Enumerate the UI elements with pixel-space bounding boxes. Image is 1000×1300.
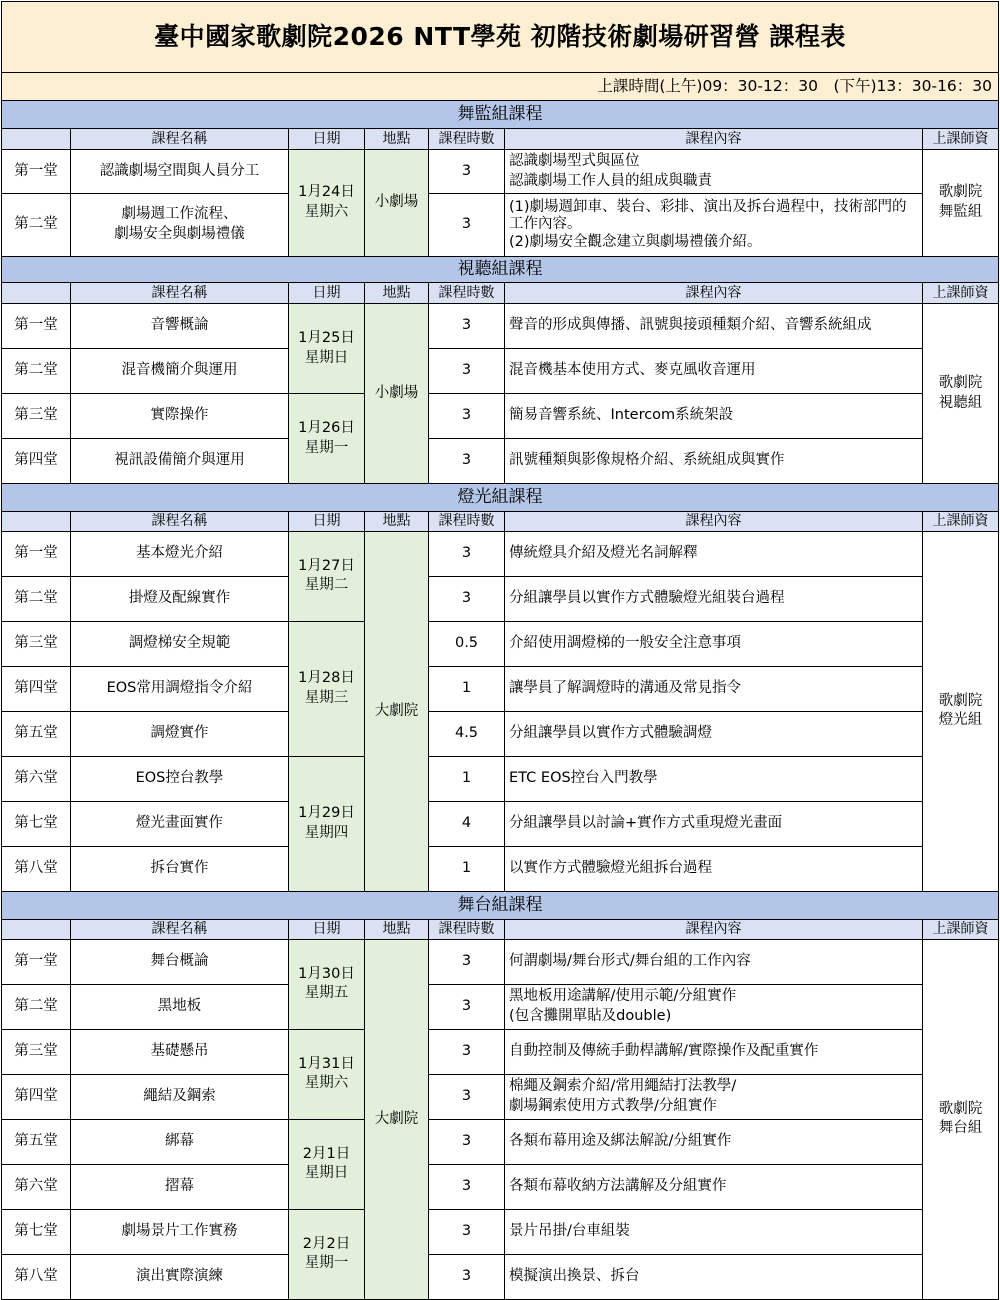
- lesson-content: [505, 939, 923, 984]
- text-line: 分組讓學員以實作方式體驗調燈: [509, 725, 712, 742]
- text-line: 認識劇場空間與人員分工: [99, 162, 260, 179]
- lesson-hours: 3: [429, 576, 505, 621]
- lesson-location: 小劇場: [365, 304, 429, 484]
- lesson-row: [2, 666, 999, 711]
- header-content: 課程內容: [505, 283, 923, 304]
- header-date: 日期: [289, 512, 365, 532]
- lesson-name: [71, 801, 289, 846]
- lesson-number: 第五堂: [2, 1119, 71, 1164]
- lesson-name: [71, 939, 289, 984]
- text-line: EOS控台教學: [135, 770, 224, 787]
- lesson-hours: 3: [429, 984, 505, 1029]
- lesson-content: [505, 576, 923, 621]
- lesson-row: [2, 1209, 999, 1254]
- weekday-text: 星期二: [304, 577, 349, 594]
- lesson-name: [71, 1029, 289, 1074]
- lesson-hours: 3: [429, 1074, 505, 1119]
- header-location: 地點: [365, 919, 429, 939]
- date-text: 1月31日: [298, 1055, 355, 1072]
- lesson-content: [505, 1209, 923, 1254]
- lesson-hours: 1: [429, 846, 505, 891]
- lesson-instructor: [923, 939, 999, 1299]
- lesson-hours: 3: [429, 349, 505, 394]
- text-line: 綁幕: [165, 1133, 194, 1150]
- lesson-hours: 3: [429, 531, 505, 576]
- lesson-row: [2, 711, 999, 756]
- lesson-date: [289, 304, 365, 394]
- lesson-row: [2, 939, 999, 984]
- header-blank: [2, 512, 71, 532]
- text-line: 景片吊掛/台車組裝: [509, 1223, 630, 1240]
- lesson-row: [2, 1254, 999, 1299]
- header-hours: 課程時數: [429, 919, 505, 939]
- text-line: 燈光組: [938, 712, 983, 729]
- lesson-row: [2, 621, 999, 666]
- header-instructor: 上課師資: [923, 919, 999, 939]
- section-title: 舞台組課程: [2, 891, 999, 919]
- header-content: 課程內容: [505, 919, 923, 939]
- lesson-name: [71, 984, 289, 1029]
- date-text: 1月27日: [298, 557, 355, 574]
- text-line: (1)劇場週卸車、裝台、彩排、演出及拆台過程中，技術部門的: [509, 198, 907, 215]
- header-location: 地點: [365, 283, 429, 304]
- weekday-text: 星期六: [304, 1075, 349, 1092]
- lesson-content: [505, 1029, 923, 1074]
- lesson-date: [289, 394, 365, 484]
- lesson-date: [289, 531, 365, 621]
- text-line: 認識劇場工作人員的組成與職責: [509, 172, 712, 189]
- header-hours: 課程時數: [429, 283, 505, 304]
- lesson-name: [71, 150, 289, 194]
- lesson-name: [71, 666, 289, 711]
- lesson-hours: 3: [429, 1164, 505, 1209]
- lesson-date: [289, 1209, 365, 1299]
- date-text: 1月30日: [298, 965, 355, 982]
- text-line: ETC EOS控台入門教學: [509, 770, 658, 787]
- lesson-row: [2, 194, 999, 257]
- lesson-number: 第二堂: [2, 349, 71, 394]
- text-line: 讓學員了解調燈時的溝通及常見指令: [509, 680, 741, 697]
- lesson-hours: 1: [429, 756, 505, 801]
- lesson-name: [71, 439, 289, 484]
- header-date: 日期: [289, 919, 365, 939]
- lesson-number: 第八堂: [2, 846, 71, 891]
- lesson-row: [2, 150, 999, 194]
- text-line: 傳統燈具介紹及燈光名詞解釋: [509, 545, 698, 562]
- date-text: 2月2日: [302, 1235, 351, 1252]
- lesson-name: [71, 194, 289, 257]
- lesson-date: [289, 939, 365, 1029]
- lesson-location: 大劇院: [365, 531, 429, 891]
- lesson-number: 第七堂: [2, 801, 71, 846]
- lesson-date: [289, 756, 365, 891]
- text-line: 調燈實作: [150, 725, 209, 742]
- lesson-hours: 0.5: [429, 621, 505, 666]
- text-line: 聲音的形成與傳播、訊號與接頭種類介紹、音響系統組成: [509, 317, 872, 334]
- lesson-name: [71, 349, 289, 394]
- lesson-name: [71, 576, 289, 621]
- lesson-hours: 3: [429, 439, 505, 484]
- text-line: 棉繩及鋼索介紹/常用繩結打法教學/: [509, 1078, 737, 1095]
- header-hours: 課程時數: [429, 129, 505, 150]
- text-line: 視訊設備簡介與運用: [114, 452, 245, 469]
- lesson-row: [2, 1029, 999, 1074]
- section-row: [2, 891, 999, 919]
- section-title: 舞監組課程: [2, 101, 999, 129]
- text-line: 劇場景片工作實務: [121, 1223, 238, 1240]
- lesson-location: 小劇場: [365, 150, 429, 257]
- lesson-number: 第一堂: [2, 150, 71, 194]
- text-line: 混音機基本使用方式、麥克風收音運用: [509, 362, 756, 379]
- lesson-row: [2, 349, 999, 394]
- lesson-content: [505, 394, 923, 439]
- section-row: [2, 257, 999, 283]
- date-text: 1月28日: [298, 670, 355, 687]
- lesson-number: 第四堂: [2, 1074, 71, 1119]
- lesson-name: [71, 846, 289, 891]
- text-line: 劇場鋼索使用方式教學/分組實作: [509, 1097, 717, 1114]
- text-line: 模擬演出換景、拆台: [509, 1268, 640, 1285]
- section-title: 燈光組課程: [2, 484, 999, 512]
- text-line: 掛燈及配線實作: [128, 590, 231, 607]
- text-line: 歌劇院: [938, 692, 983, 709]
- schedule-table: [1, 1, 999, 1300]
- lesson-row: [2, 801, 999, 846]
- lesson-number: 第三堂: [2, 394, 71, 439]
- text-line: 何謂劇場/舞台形式/舞台組的工作內容: [509, 953, 751, 970]
- section-row: [2, 101, 999, 129]
- date-text: 1月24日: [298, 184, 355, 201]
- header-content: 課程內容: [505, 512, 923, 532]
- header-row: [2, 283, 999, 304]
- lesson-name: [71, 1119, 289, 1164]
- lesson-number: 第二堂: [2, 576, 71, 621]
- lesson-name: [71, 1254, 289, 1299]
- lesson-content: [505, 621, 923, 666]
- lesson-hours: 3: [429, 150, 505, 194]
- lesson-content: [505, 439, 923, 484]
- weekday-text: 星期五: [304, 985, 349, 1002]
- lesson-content: [505, 150, 923, 194]
- lesson-instructor: [923, 304, 999, 484]
- text-line: 基本燈光介紹: [136, 545, 223, 562]
- header-blank: [2, 283, 71, 304]
- text-line: 黑地板: [157, 998, 202, 1015]
- lesson-name: [71, 621, 289, 666]
- header-content: 課程內容: [505, 129, 923, 150]
- lesson-hours: 3: [429, 304, 505, 349]
- lesson-number: 第六堂: [2, 1164, 71, 1209]
- text-line: 劇場安全與劇場禮儀: [114, 226, 245, 242]
- lesson-content: [505, 1119, 923, 1164]
- section-title: 視聽組課程: [2, 257, 999, 283]
- lesson-instructor: [923, 531, 999, 891]
- text-line: 拆台實作: [150, 860, 209, 877]
- lesson-date: [289, 621, 365, 756]
- lesson-row: [2, 1119, 999, 1164]
- weekday-text: 星期一: [304, 1255, 349, 1272]
- header-course-name: 課程名稱: [71, 129, 289, 150]
- lesson-row: [2, 304, 999, 349]
- text-line: EOS常用調燈指令介紹: [106, 680, 253, 697]
- lesson-row: [2, 576, 999, 621]
- lesson-content: [505, 1254, 923, 1299]
- lesson-date: [289, 1029, 365, 1119]
- lesson-hours: 3: [429, 394, 505, 439]
- lesson-number: 第一堂: [2, 939, 71, 984]
- title-row: [2, 2, 999, 73]
- weekday-text: 星期一: [304, 439, 349, 456]
- text-line: 各類布幕收納方法講解及分組實作: [509, 1178, 727, 1195]
- lesson-hours: 4.5: [429, 711, 505, 756]
- lesson-name: [71, 531, 289, 576]
- lesson-number: 第五堂: [2, 711, 71, 756]
- text-line: 歌劇院: [938, 184, 983, 201]
- text-line: 舞台概論: [150, 953, 209, 970]
- page-title: 臺中國家歌劇院2026 NTT學苑 初階技術劇場研習營 課程表: [2, 2, 999, 73]
- text-line: 演出實際演練: [136, 1268, 223, 1285]
- text-line: 認識劇場型式與區位: [509, 152, 640, 169]
- lesson-name: [71, 756, 289, 801]
- lesson-number: 第二堂: [2, 984, 71, 1029]
- lesson-number: 第四堂: [2, 666, 71, 711]
- lesson-hours: 3: [429, 1254, 505, 1299]
- lesson-name: [71, 711, 289, 756]
- lesson-number: 第六堂: [2, 756, 71, 801]
- lesson-name: [71, 394, 289, 439]
- lesson-instructor: [923, 150, 999, 257]
- header-instructor: 上課師資: [923, 129, 999, 150]
- text-line: 分組讓學員以實作方式體驗燈光組裝台過程: [509, 590, 785, 607]
- lesson-content: [505, 194, 923, 257]
- weekday-text: 星期四: [304, 824, 349, 841]
- lesson-row: [2, 394, 999, 439]
- lesson-hours: 3: [429, 1209, 505, 1254]
- header-course-name: 課程名稱: [71, 283, 289, 304]
- lesson-hours: 3: [429, 1119, 505, 1164]
- lesson-date: [289, 150, 365, 257]
- text-line: (2)劇場安全觀念建立與劇場禮儀介紹。: [509, 233, 762, 250]
- header-course-name: 課程名稱: [71, 512, 289, 532]
- text-line: (包含攤開單貼及double): [509, 1007, 672, 1024]
- lesson-number: 第八堂: [2, 1254, 71, 1299]
- header-row: [2, 129, 999, 150]
- header-blank: [2, 919, 71, 939]
- text-line: 介紹使用調燈梯的一般安全注意事項: [509, 635, 741, 652]
- lesson-number: 第三堂: [2, 621, 71, 666]
- lesson-row: [2, 1074, 999, 1119]
- header-instructor: 上課師資: [923, 283, 999, 304]
- lesson-hours: 3: [429, 194, 505, 257]
- text-line: 實際操作: [150, 407, 209, 424]
- text-line: 視聽組: [938, 394, 983, 411]
- text-line: 歌劇院: [938, 1100, 983, 1117]
- class-time: 上課時間(上午)09：30-12：30 (下午)13：30-16：30: [2, 73, 999, 101]
- text-line: 摺幕: [165, 1178, 194, 1195]
- lesson-row: [2, 846, 999, 891]
- text-line: 音響概論: [150, 317, 209, 334]
- text-line: 燈光畫面實作: [136, 815, 223, 832]
- lesson-name: [71, 1074, 289, 1119]
- lesson-content: [505, 1164, 923, 1209]
- lesson-name: [71, 304, 289, 349]
- lesson-number: 第一堂: [2, 304, 71, 349]
- header-row: [2, 919, 999, 939]
- lesson-hours: 3: [429, 939, 505, 984]
- lesson-content: [505, 666, 923, 711]
- text-line: 基礎懸吊: [150, 1043, 209, 1060]
- lesson-number: 第三堂: [2, 1029, 71, 1074]
- lesson-content: [505, 846, 923, 891]
- text-line: 分組讓學員以討論+實作方式重現燈光畫面: [509, 815, 783, 832]
- weekday-text: 星期日: [304, 349, 349, 366]
- lesson-content: [505, 801, 923, 846]
- lesson-row: [2, 439, 999, 484]
- class-time-row: [2, 73, 999, 101]
- header-date: 日期: [289, 283, 365, 304]
- lesson-hours: 1: [429, 666, 505, 711]
- text-line: 訊號種類與影像規格介紹、系統組成與實作: [509, 452, 785, 469]
- header-row: [2, 512, 999, 532]
- header-location: 地點: [365, 512, 429, 532]
- text-line: 混音機簡介與運用: [121, 362, 238, 379]
- weekday-text: 星期三: [304, 689, 349, 706]
- lesson-number: 第七堂: [2, 1209, 71, 1254]
- text-line: 調燈梯安全規範: [128, 635, 231, 652]
- lesson-date: [289, 1119, 365, 1209]
- date-text: 1月26日: [298, 419, 355, 436]
- header-instructor: 上課師資: [923, 512, 999, 532]
- lesson-row: [2, 531, 999, 576]
- text-line: 舞台組: [938, 1120, 983, 1137]
- date-text: 2月1日: [302, 1145, 351, 1162]
- text-line: 工作內容。: [509, 216, 582, 233]
- text-line: 黑地板用途講解/使用示範/分組實作: [509, 988, 737, 1005]
- lesson-row: [2, 1164, 999, 1209]
- text-line: 劇場週工作流程、: [121, 206, 238, 223]
- header-blank: [2, 129, 71, 150]
- lesson-content: [505, 531, 923, 576]
- lesson-content: [505, 349, 923, 394]
- text-line: 簡易音響系統、Intercom系統架設: [509, 407, 734, 424]
- lesson-row: [2, 984, 999, 1029]
- weekday-text: 星期日: [304, 1165, 349, 1182]
- lesson-number: 第一堂: [2, 531, 71, 576]
- text-line: 繩結及鋼索: [143, 1088, 216, 1105]
- text-line: 以實作方式體驗燈光組拆台過程: [509, 860, 712, 877]
- lesson-content: [505, 304, 923, 349]
- lesson-location: 大劇院: [365, 939, 429, 1299]
- weekday-text: 星期六: [304, 204, 349, 220]
- header-hours: 課程時數: [429, 512, 505, 532]
- lesson-number: 第二堂: [2, 194, 71, 257]
- lesson-content: [505, 984, 923, 1029]
- lesson-name: [71, 1164, 289, 1209]
- date-text: 1月29日: [298, 805, 355, 822]
- header-date: 日期: [289, 129, 365, 150]
- lesson-name: [71, 1209, 289, 1254]
- text-line: 歌劇院: [938, 374, 983, 391]
- text-line: 舞監組: [938, 204, 983, 220]
- lesson-row: [2, 756, 999, 801]
- lesson-content: [505, 711, 923, 756]
- lesson-content: [505, 1074, 923, 1119]
- header-course-name: 課程名稱: [71, 919, 289, 939]
- lesson-hours: 4: [429, 801, 505, 846]
- lesson-number: 第四堂: [2, 439, 71, 484]
- lesson-content: [505, 756, 923, 801]
- section-row: [2, 484, 999, 512]
- date-text: 1月25日: [298, 329, 355, 346]
- header-location: 地點: [365, 129, 429, 150]
- lesson-hours: 3: [429, 1029, 505, 1074]
- text-line: 自動控制及傳統手動桿講解/實際操作及配重實作: [509, 1043, 819, 1060]
- text-line: 各類布幕用途及綁法解說/分組實作: [509, 1133, 732, 1150]
